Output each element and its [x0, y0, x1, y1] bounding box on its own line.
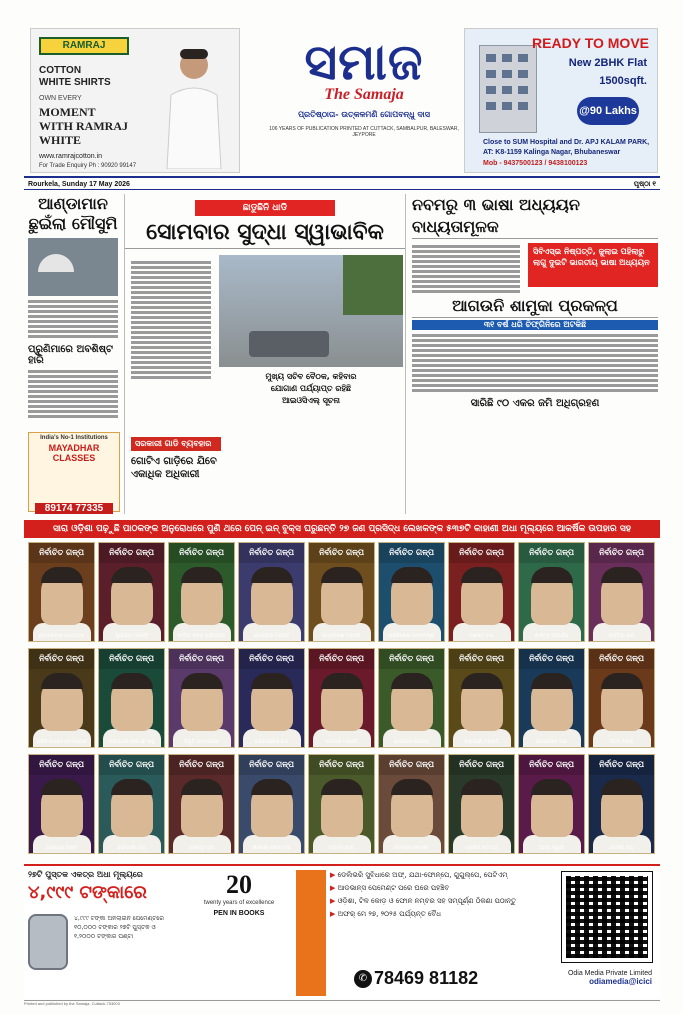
ad-text: India's No-1 Institutions — [40, 435, 108, 441]
book-title: ନିର୍ବାଚିତ ଗଳ୍ପ — [239, 543, 304, 563]
book-title: ନିର୍ବାଚିତ ଗଳ୍ପ — [449, 543, 514, 563]
ad-ready: READY TO MOVE — [532, 35, 649, 51]
author-name: ଅଖିଳ ମୋହନ ପଟ୍ଟନାୟକ — [36, 739, 87, 745]
author-name: ଚନ୍ଦ୍ରଶେଖର ରଥ — [254, 739, 289, 745]
author-name: କାଳିନ୍ଦୀ ଚରଣ ପାଣିଗ୍ରାହୀ — [177, 633, 226, 639]
lead-highlights — [219, 371, 403, 407]
fuel-station-photo — [219, 255, 403, 367]
author-name: ରାଜକିଶୋର ପଟ୍ଟନାୟକ — [388, 633, 435, 639]
author-name: ଗୋବିନ୍ଦ ରଥ — [609, 845, 634, 851]
book-cover[interactable] — [308, 542, 375, 642]
payment-info — [568, 970, 652, 986]
author-name: ଶାନ୍ତନୁ ଆଚାର୍ଯ୍ୟ — [534, 633, 569, 639]
story-body — [412, 243, 520, 295]
book-title: ନିର୍ବାଚିତ ଗଳ୍ପ — [589, 649, 654, 669]
author-name: ଗୋପୀନାଥ ମହାନ୍ତି — [253, 633, 290, 639]
ad-brand: MAYADHAR CLASSES — [48, 443, 100, 463]
story-body — [28, 370, 118, 418]
book-cover[interactable] — [588, 648, 655, 748]
story-body — [412, 334, 658, 392]
rain-photo — [28, 238, 118, 296]
ad-text: WITH RAMRAJ — [39, 119, 128, 133]
highlight-box: ସିବିଏସ୍‌ଇ ନିଷ୍ପତ୍ତି, ଜୁଲାଇ ପହିଲାରୁ ଲାଗୁ ଦୁଇଟି ଭାରତୀୟ ଭାଷା ଅଧ୍ୟୟନ — [528, 243, 658, 287]
masthead — [24, 22, 660, 172]
sub-story-headline: ଗୋଟିଏ ଗାଡ଼ିରେ ଯିବେ ଏକାଧିକ ଅଧିକାରୀ — [131, 456, 217, 480]
printed-at: 106 YEARS OF PUBLICATION PRINTED AT CUTTACK, SAMBALPUR, BALESWAR, JEYPORE — [269, 126, 459, 138]
author-name: ସତ୍ୟ ମିଶ୍ର — [609, 739, 634, 745]
book-title: ନିର୍ବାଚିତ ଗଳ୍ପ — [169, 543, 234, 563]
ad-text: WHITE — [39, 133, 82, 147]
book-title: ନିର୍ବାଚିତ ଗଳ୍ପ — [99, 543, 164, 563]
book-cover[interactable] — [238, 754, 305, 854]
author-name: ଯଶୋଧରା ମିଶ୍ର — [45, 845, 78, 851]
book-cover[interactable] — [448, 542, 515, 642]
right-column — [412, 194, 658, 514]
book-cover[interactable] — [168, 754, 235, 854]
book-cover[interactable] — [98, 754, 165, 854]
book-cover[interactable] — [448, 754, 515, 854]
offer-line: ୨୭ଟି ପୁସ୍ତକ ଏକତ୍ର ଅଧା ମୂଲ୍ୟରେ — [28, 870, 143, 879]
qr-code-icon[interactable] — [562, 872, 652, 962]
ad-text: WHITE SHIRTS — [39, 77, 111, 88]
book-title: ନିର୍ବାଚିତ ଗଳ୍ପ — [169, 649, 234, 669]
imprint: Printed and published by the Samaja, Cuttack-753003 — [24, 1000, 660, 1010]
author-name: ପଦ୍ମଜ ପାଲ — [329, 845, 354, 851]
book-cover[interactable] — [98, 542, 165, 642]
logo-title: ସମାଜ — [304, 32, 424, 91]
sub-story[interactable] — [131, 437, 221, 481]
story-body — [28, 300, 118, 338]
highlight: ଯୋଗାଣ ପର୍ଯ୍ୟାପ୍ତ ରହିଛି — [270, 384, 352, 393]
author-name: ଦାଶରଥି ଦାସ — [188, 845, 215, 851]
book-title: ନିର୍ବାଚିତ ଗଳ୍ପ — [239, 755, 304, 775]
book-title: ନିର୍ବାଚିତ ଗଳ୍ପ — [29, 543, 94, 563]
book-title: ନିର୍ବାଚିତ ଗଳ୍ପ — [379, 755, 444, 775]
book-cover[interactable] — [28, 542, 95, 642]
ad-coaching[interactable] — [28, 432, 120, 512]
ad-text: OWN EVERY — [39, 95, 82, 102]
ad-text: COTTON — [39, 65, 82, 76]
author-name: କାହ୍ନୁଚରଣ ମହାନ୍ତି — [322, 633, 361, 639]
book-title: ନିର୍ବାଚିତ ଗଳ୍ପ — [29, 755, 94, 775]
book-title: ନିର୍ବାଚିତ ଗଳ୍ପ — [519, 543, 584, 563]
offer-term: ▶ ଅଫର୍ ମେ ୨୭, ୨୦୨୫ ପର୍ଯ୍ୟନ୍ତ ବୈଧ — [330, 909, 548, 919]
model-photo — [159, 39, 229, 169]
logo-tagline: ପ୍ରତିଷ୍ଠାତା- ଉତ୍କଳମଣି ଗୋପବନ୍ଧୁ ଦାସ — [298, 110, 430, 119]
author-name: ପରମିତା ଶତପଥୀ — [465, 845, 498, 851]
author-name: ହରପ୍ରସାଦ ଦାସ — [535, 739, 568, 745]
ad-mobile: Mob - 9437500123 / 9438100123 — [483, 160, 588, 167]
offer-price-block — [28, 870, 178, 996]
book-cover[interactable] — [168, 542, 235, 642]
offer-price: ୪,୯୯୯ ଟଙ୍କାରେ — [28, 882, 147, 903]
ad-address: AT: K8-1159 Kalinga Nagar, Bhubaneswar — [483, 149, 621, 156]
lead-headline[interactable]: ସୋମବାର ସୁଦ୍ଧା ସ୍ୱାଭାବିକ — [125, 218, 405, 249]
masthead-logo[interactable] — [264, 30, 464, 170]
author-name: ବିଭୂତି ପଟ୍ଟନାୟକ — [184, 739, 219, 745]
book-cover[interactable] — [28, 648, 95, 748]
ad-enquiry: For Trade Enquiry Ph : 90920 99147 — [39, 163, 137, 169]
logo-english: The Samaja — [324, 86, 404, 103]
sub-story-tag: ସରକାରୀ ଗାଡି ବ୍ୟବହାର — [131, 437, 221, 451]
story-subhead[interactable]: ପ୍ରୁଣିମାରେ ଅବଶିଷ୍ଟ ହାରି — [28, 344, 113, 366]
book-title: ନିର୍ବାଚିତ ଗଳ୍ପ — [309, 543, 374, 563]
years-text: twenty years of excellence — [203, 900, 275, 906]
story-headline[interactable]: ଆଣ୍ଡାମାନ ଛୁଇଁଲା ମୌସୁମି — [28, 194, 118, 233]
book-cover[interactable] — [448, 648, 515, 748]
ad-url[interactable]: www.ramrajcotton.in — [39, 153, 103, 160]
book-title: ନିର୍ବାଚିତ ଗଳ୍ପ — [379, 649, 444, 669]
story-tag: ୩୧ ବର୍ଷ ଧରି ଚିଫ୍‌ଗିନିରେ ଅଟକିଛି — [412, 320, 658, 330]
whatsapp-icon[interactable]: ✆ — [354, 970, 372, 988]
book-cover[interactable] — [518, 542, 585, 642]
author-name: ଗୋଦାବରୀଶ ମହାପାତ୍ର — [38, 633, 85, 639]
book-cover[interactable] — [378, 754, 445, 854]
book-cover[interactable] — [308, 754, 375, 854]
book-cover[interactable] — [518, 754, 585, 854]
ad-real-estate[interactable] — [464, 28, 658, 173]
book-title: ନିର୍ବାଚିତ ଗଳ୍ପ — [519, 649, 584, 669]
book-cover[interactable] — [28, 754, 95, 854]
building-image — [479, 45, 537, 133]
book-title: ନିର୍ବାଚିତ ଗଳ୍ପ — [379, 543, 444, 563]
story-headline[interactable]: ନବମରୁ ୩ ଭାଷା ଅଧ୍ୟୟନ ବାଧ୍ୟତାମୂଳକ — [412, 194, 658, 239]
edition-date: Rourkela, Sunday 17 May 2026 — [28, 181, 130, 188]
book-title: ନିର୍ବାଚିତ ଗଳ୍ପ — [309, 649, 374, 669]
author-name: ପ୍ରତିଭା ରାୟ — [608, 633, 635, 639]
author-name: ଅଜୟ ସ୍ୱାଇଁ — [538, 845, 565, 851]
upi-id[interactable]: odiamedia@icici — [589, 977, 652, 986]
author-name: କିଶୋରୀ ଚରଣ ଦାସ — [252, 845, 291, 851]
book-cover[interactable] — [98, 648, 165, 748]
book-title: ନିର୍ବାଚିତ ଗଳ୍ପ — [99, 755, 164, 775]
offer-details: ୪,୯୯୯ ଟଙ୍କା ଅନଲାଇନ ପେମେଣ୍ଟରେ ୧୦,୦୦୦ ଟଙ୍କାର ୨୭ଟି ପୁସ୍ତକ ଓ ୧,୨୦୦୦ ଟଙ୍କାର ଘଣ୍ଟା — [74, 915, 164, 940]
ad-price: @90 Lakhs — [577, 97, 639, 125]
book-cover[interactable] — [378, 648, 445, 748]
book-title: ନିର୍ବାଚିତ ଗଳ୍ପ — [589, 755, 654, 775]
author-name: ମନୋଜ ଦାସ — [470, 633, 493, 639]
author-name: ଜଗଦୀଶ ମହାନ୍ତି — [325, 739, 358, 745]
author-name: ବୀଣାପାଣି ମହାନ୍ତି — [464, 739, 499, 745]
book-cover[interactable] — [378, 542, 445, 642]
book-cover[interactable] — [308, 648, 375, 748]
ad-flat: New 2BHK Flat — [568, 57, 647, 69]
ad-phone: 89174 77335 — [35, 503, 113, 514]
book-title: ନିର୍ବାଚିତ ଗଳ୍ପ — [239, 649, 304, 669]
offer-term: ▶ ଆଡଭାନ୍ସ ପେମେଣ୍ଟ ପରେ ଘରେ ପହଞ୍ଚିବ — [330, 883, 548, 893]
book-title: ନିର୍ବାଚିତ ଗଳ୍ପ — [519, 755, 584, 775]
promo-banner: ସାରା ଓଡ଼ିଶା ପଢ଼ୁଛି ପାଠକଙ୍କ ଅନୁରୋଧରେ ପୁଣି ଥରେ ପେନ୍ ଇନ୍ ବୁକ୍ସ ଘରୁଛନ୍ତି ୨୭ ଜଣ ପ୍ରସିଦ୍ଧ ଲେଖକଙ୍କ ୫୩୭ଟି କାହାଣୀ ଅଧା ମୂଲ୍ୟରେ ଆକର୍ଷିକ ଉପହାର ସହ — [24, 520, 660, 538]
author-name: ମହାପାତ୍ର ନୀଳମଣି ସାହୁ — [108, 739, 155, 745]
book-title: ନିର୍ବାଚିତ ଗଳ୍ପ — [99, 649, 164, 669]
book-title: ନିର୍ବାଚିତ ଗଳ୍ପ — [29, 649, 94, 669]
story-headline[interactable]: ଆଗଉନି ଶାମୁକା ପ୍ରକଳ୍ପ — [412, 295, 658, 318]
orange-band — [296, 870, 326, 996]
lead-body — [131, 259, 211, 381]
ad-text: MOMENT — [39, 105, 96, 119]
ad-brand: RAMRAJ — [39, 37, 129, 55]
story-subhead: ସାରିଛି ୯୦ ଏକର ଜମି ଅଧିଗ୍ରହଣ — [470, 398, 600, 409]
author-name: ଦେବରାଜ ଲେଙ୍କା — [394, 845, 429, 851]
book-cover[interactable] — [588, 754, 655, 854]
book-cover[interactable] — [238, 542, 305, 642]
author-name: ସୁରେନ୍ଦ୍ର ମହାନ୍ତି — [114, 633, 149, 639]
years-number: 20 — [226, 870, 252, 899]
offer-term: ▶ ଓଡ଼ିଶା, ଟିଳ କୋଡ଼ ଓ ଫୋନ ନମ୍ବର ସହ ସମ୍ପୂର୍ଣ୍ଣ ଠିକଣା ପଠାନ୍ତୁ — [330, 896, 548, 906]
book-title: ନିର୍ବାଚିତ ଗଳ୍ପ — [589, 543, 654, 563]
highlight: ମୁଖ୍ୟ ସଚିବ ବୈଠକ, କହିବାର — [265, 372, 357, 381]
ad-address: Close to SUM Hospital and Dr. APJ KALAM PARK, — [483, 139, 650, 146]
book-grid — [28, 542, 656, 862]
lead-story — [124, 194, 406, 514]
book-offer-ad — [24, 864, 660, 998]
publisher-name: PEN IN BOOKS — [213, 910, 265, 917]
ad-size: 1500sqft. — [599, 75, 647, 87]
kicker: ଛାଡୁଛିନି ଧାଡି — [195, 200, 335, 216]
author-name: ରାମଚନ୍ଦ୍ର ବେହେରା — [393, 739, 430, 745]
anniversary-block — [184, 870, 294, 996]
author-name: ଗୌରହରି ଦାସ — [117, 845, 146, 851]
highlight: ଆଇଓସିଏଲ୍ ସୂଚନା — [282, 396, 340, 405]
book-title: ନିର୍ବାଚିତ ଗଳ୍ପ — [449, 755, 514, 775]
ad-ramraj[interactable] — [30, 28, 240, 173]
company-name: Odia Media Private Limited — [567, 970, 652, 977]
dateline — [24, 176, 660, 190]
book-title: ନିର୍ବାଚିତ ଗଳ୍ପ — [449, 649, 514, 669]
book-title: ନିର୍ବାଚିତ ଗଳ୍ପ — [309, 755, 374, 775]
book-cover[interactable] — [518, 648, 585, 748]
order-phone[interactable]: 78469 81182 — [374, 968, 479, 988]
offer-term: ▶ ଡେଲିଭରି ସୁବିଧାରେ ଅଫ୍, ଯଥା-ଫୋନ୍‌ପେ, ଗୁଗୁଲ୍‌ପେ, ପେଟିଏମ୍ — [330, 870, 548, 880]
book-cover[interactable] — [168, 648, 235, 748]
watch-image — [28, 914, 68, 970]
book-cover[interactable] — [238, 648, 305, 748]
book-cover[interactable] — [588, 542, 655, 642]
page-number: ପୃଷ୍ଠା ୧ — [633, 181, 656, 188]
book-title: ନିର୍ବାଚିତ ଗଳ୍ପ — [169, 755, 234, 775]
